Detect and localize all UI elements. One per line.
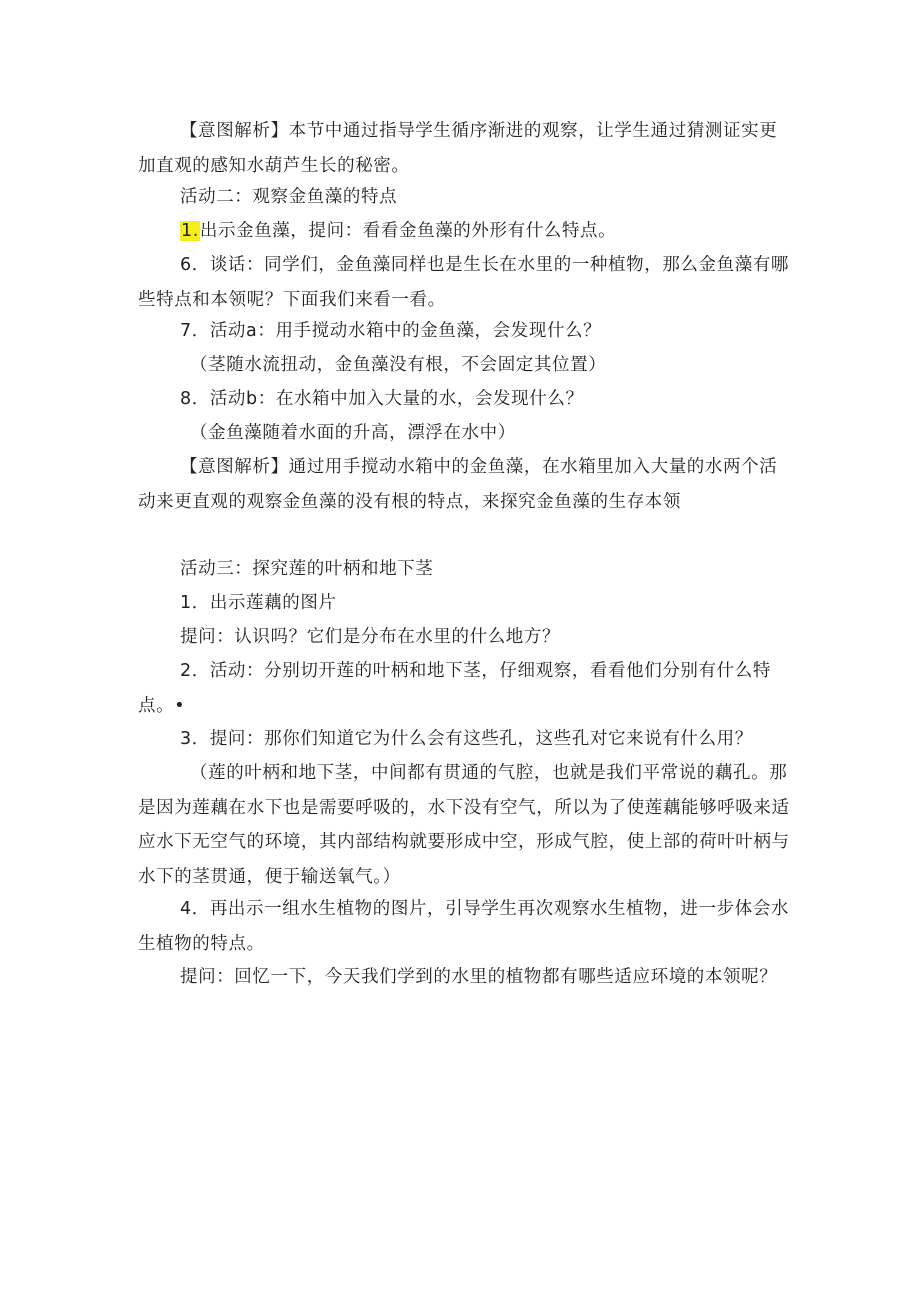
step-6-paragraph: 6．谈话：同学们，金鱼藻同样也是生长在水里的一种植物，那么金鱼藻有哪些特点和本领呢？下面我们来看一看。 — [138, 255, 790, 310]
question-paragraph: 提问：认识吗？它们是分布在水里的什么地方？ — [180, 627, 561, 647]
step-8-paragraph: 8．活动b：在水箱中加入大量的水，会发现什么？ — [180, 389, 584, 409]
step-2-paragraph: 2．活动：分别切开莲的叶柄和地下茎，仔细观察，看看他们分别有什么特点。• — [138, 661, 771, 716]
step-7-answer: （茎随水流扭动，金鱼藻没有根，不会固定其位置） — [190, 355, 607, 375]
step-4-paragraph: 4．再出示一组水生植物的图片，引导学生再次观察水生植物，进一步体会水生植物的特点。 — [138, 899, 790, 954]
step-7-paragraph: 7．活动a：用手搅动水箱中的金鱼藻，会发现什么？ — [180, 321, 602, 341]
activity-three-heading: 活动三：探究莲的叶柄和地下茎 — [180, 559, 434, 579]
step-1b-paragraph: 1．出示莲藕的图片 — [180, 593, 337, 613]
step-1-paragraph — [138, 214, 792, 249]
intent-analysis-paragraph-2: 【意图解析】通过用手搅动水箱中的金鱼藻，在水箱里加入大量的水两个活动来更直观的观察金鱼藻的没有根的特点，来探究金鱼藻的生存本领 — [138, 457, 778, 512]
step-8-answer: （金鱼藻随着水面的升高，漂浮在水中） — [190, 423, 516, 443]
step-1-text: 出示金鱼藻，提问：看看金鱼藻的外形有什么特点。 — [199, 221, 617, 241]
step-3-answer: （莲的叶柄和地下茎，中间都有贯通的气腔，也就是我们平常说的藕孔。那是因为莲藕在水下也是需要呼吸的，水下没有空气，所以为了使莲藕能够呼吸来适应水下无空气的环境，其内部结构就要形成中空，形成气腔，使上部的荷叶叶柄与水下的茎贯通，便于输送氧气。） — [138, 763, 790, 887]
activity-two-heading: 活动二：观察金鱼藻的特点 — [180, 187, 398, 207]
step-3-paragraph: 3．提问：那你们知道它为什么会有这些孔，这些孔对它来说有什么用？ — [180, 729, 753, 749]
highlighted-number: 1. — [181, 221, 199, 241]
intent-analysis-paragraph-1: 【意图解析】本节中通过指导学生循序渐进的观察，让学生通过猜测证实更加直观的感知水葫芦生长的秘密。 — [138, 121, 778, 176]
closing-question: 提问：回忆一下，今天我们学到的水里的植物都有哪些适应环境的本领呢？ — [180, 967, 778, 987]
